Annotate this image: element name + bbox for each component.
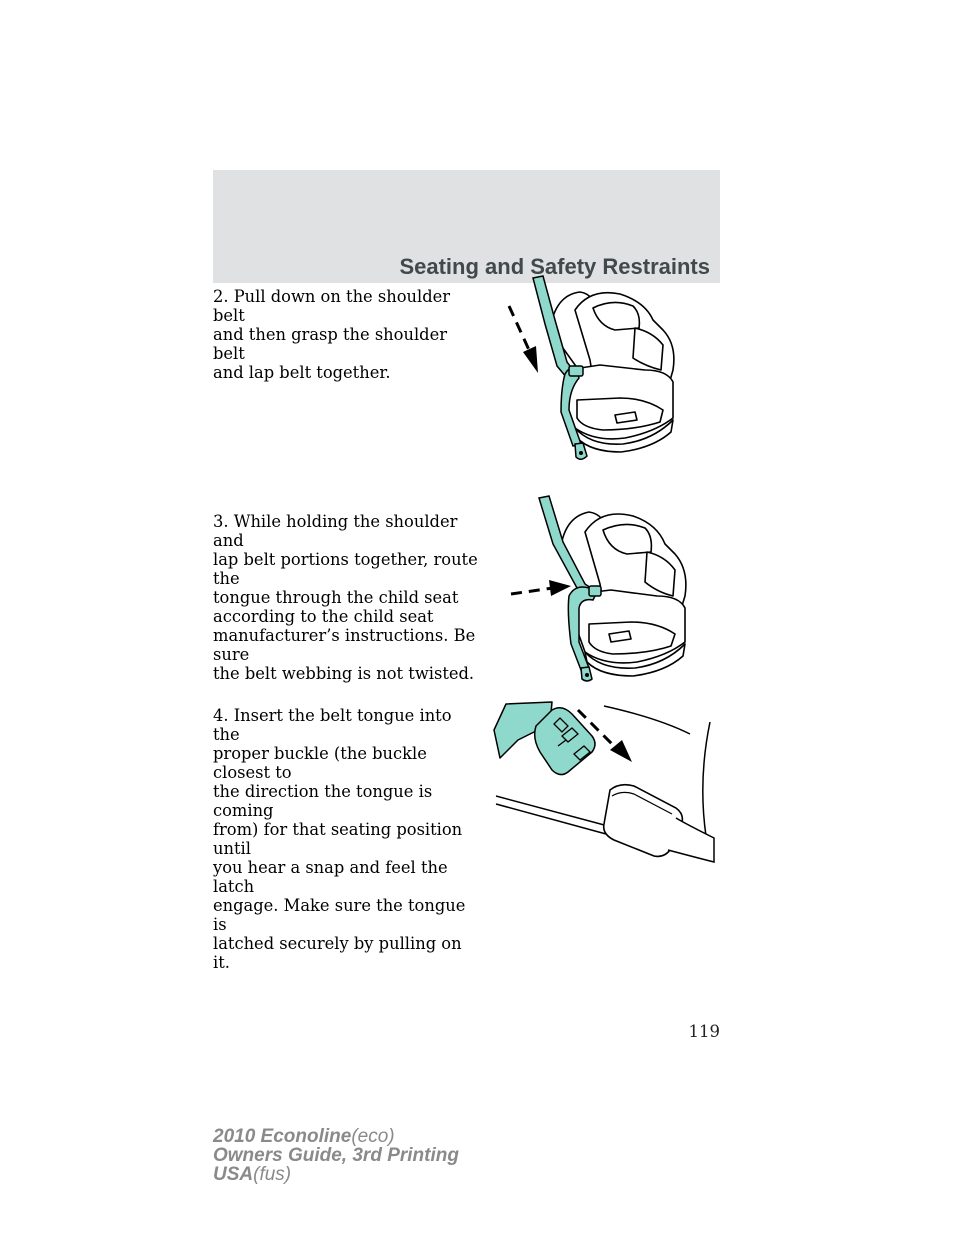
- step-2-text: 2. Pull down on the shoulder belt and then grasp the shoulder belt and lap belt together.: [213, 287, 451, 382]
- page-number: 119: [688, 1022, 720, 1041]
- footer-model: 2010 Econoline: [213, 1126, 352, 1147]
- step-3-text: 3. While holding the shoulder and lap belt portions together, route the tongue through the child seat according to the child seat manufacturer’s instructions. Be sure the belt webbing is not twisted.: [213, 512, 478, 683]
- header-band: [213, 170, 720, 283]
- footer-line-3: [213, 1165, 459, 1184]
- document-footer: [213, 1127, 459, 1184]
- footer-line-2: Owners Guide, 3rd Printing: [213, 1145, 459, 1166]
- route-tongue-illustration: [505, 492, 695, 682]
- step-4-text: 4. Insert the belt tongue into the proper buckle (the buckle closest to the direction the tongue is coming from) for that seating position until you hear a snap and feel the latch engage. Make sure the tongue is latched securely by pulling on it.: [213, 706, 466, 972]
- section-title: Seating and Safety Restraints: [399, 254, 710, 279]
- footer-line-1: [213, 1127, 459, 1146]
- footer-market-code: (fus): [253, 1164, 292, 1185]
- footer-model-code: (eco): [351, 1126, 395, 1147]
- pull-shoulder-belt-illustration: [495, 270, 695, 465]
- footer-market: USA: [213, 1164, 254, 1185]
- insert-tongue-buckle-illustration: [488, 700, 720, 872]
